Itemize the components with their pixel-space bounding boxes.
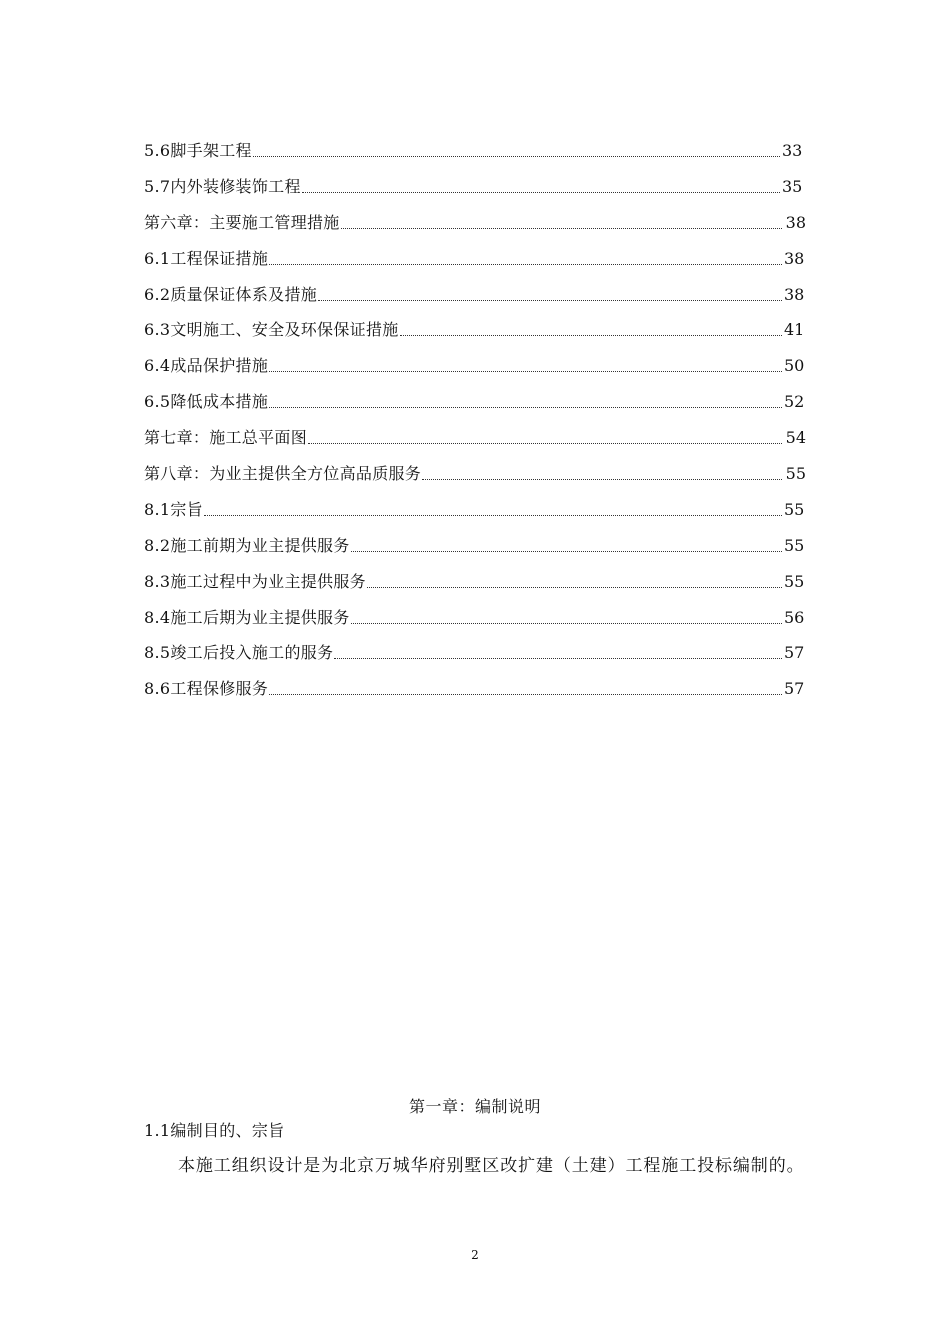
toc-entry-chapter[interactable] [144, 461, 806, 497]
toc-dot-leader [269, 389, 782, 408]
toc-entry-page: 38 [785, 212, 806, 232]
toc-entry-title: 6.1工程保证措施 [144, 248, 269, 268]
toc-entry[interactable] [144, 353, 806, 389]
toc-entry[interactable] [144, 533, 806, 569]
toc-entry[interactable] [144, 569, 806, 605]
toc-dot-leader [341, 210, 782, 229]
toc-dot-leader [204, 497, 782, 516]
page-number: 2 [471, 1248, 479, 1262]
toc-dot-leader [318, 282, 782, 301]
toc-entry[interactable] [144, 640, 806, 676]
toc-entry-title: 6.2质量保证体系及措施 [144, 284, 318, 304]
toc-entry[interactable] [144, 389, 806, 425]
section-heading: 1.1编制目的、宗旨 [144, 1121, 285, 1140]
toc-entry-title: 8.1宗旨 [144, 499, 203, 519]
toc-entry-page: 41 [784, 320, 805, 340]
toc-entry-title: 8.4施工后期为业主提供服务 [144, 607, 350, 627]
toc-entry[interactable] [144, 676, 806, 712]
toc-entry-title: 6.3文明施工、安全及环保保证措施 [144, 320, 399, 340]
toc-entry-page: 35 [782, 176, 803, 196]
toc-entry-title: 6.4成品保护措施 [144, 356, 269, 376]
toc-entry-title: 8.6工程保修服务 [144, 679, 269, 699]
toc-entry[interactable] [144, 317, 806, 353]
toc-dot-leader [351, 605, 782, 624]
toc-dot-leader [302, 174, 780, 193]
toc-dot-leader [351, 533, 782, 552]
toc-entry-title: 8.5竣工后投入施工的服务 [144, 643, 334, 663]
toc-entry[interactable] [144, 246, 806, 282]
toc-dot-leader [269, 246, 782, 265]
toc-entry-title: 8.3施工过程中为业主提供服务 [144, 571, 366, 591]
toc-entry[interactable] [144, 174, 806, 210]
toc-entry-title: 5.6脚手架工程 [144, 141, 252, 160]
toc-dot-leader [367, 569, 782, 588]
toc-entry-title: 第八章：为业主提供全方位高品质服务 [144, 464, 422, 484]
toc-entry-chapter[interactable] [144, 210, 806, 246]
toc-entry-page: 57 [784, 643, 805, 663]
toc-entry-page: 52 [784, 392, 805, 412]
toc-entry[interactable] [144, 605, 806, 641]
toc-entry-page: 57 [784, 679, 805, 699]
toc-entry[interactable] [144, 282, 806, 318]
toc-dot-leader [400, 317, 782, 336]
toc-dot-leader [422, 461, 782, 480]
toc-entry-title: 8.2施工前期为业主提供服务 [144, 535, 350, 555]
toc-entry-page: 55 [784, 571, 805, 591]
toc-entry-page: 55 [784, 499, 805, 519]
toc-entry-title: 5.7内外装修装饰工程 [144, 176, 301, 196]
toc-entry-title: 第七章：施工总平面图 [144, 428, 308, 448]
toc-dot-leader [308, 425, 782, 444]
toc-dot-leader [269, 676, 782, 695]
body-paragraph: 本施工组织设计是为北京万城华府别墅区改扩建（土建）工程施工投标编制的。 [178, 1156, 805, 1176]
toc-entry-chapter[interactable] [144, 425, 806, 461]
toc-entry-page: 50 [784, 356, 805, 376]
toc-entry-page: 56 [784, 607, 805, 627]
toc-entry-title: 6.5降低成本措施 [144, 392, 269, 412]
chapter-heading: 第一章：编制说明 [408, 1097, 541, 1116]
toc-dot-leader [253, 138, 780, 157]
toc-entry-page: 38 [784, 248, 805, 268]
table-of-contents [144, 138, 806, 712]
toc-entry-title: 第六章：主要施工管理措施 [144, 212, 340, 232]
toc-entry-page: 55 [784, 535, 805, 555]
toc-entry-page: 54 [785, 428, 806, 448]
toc-dot-leader [334, 640, 782, 659]
toc-entry-page: 55 [785, 464, 806, 484]
toc-entry[interactable] [144, 138, 806, 174]
toc-entry[interactable] [144, 497, 806, 533]
toc-entry-page: 33 [782, 141, 803, 160]
toc-dot-leader [269, 353, 782, 372]
toc-entry-page: 38 [784, 284, 805, 304]
